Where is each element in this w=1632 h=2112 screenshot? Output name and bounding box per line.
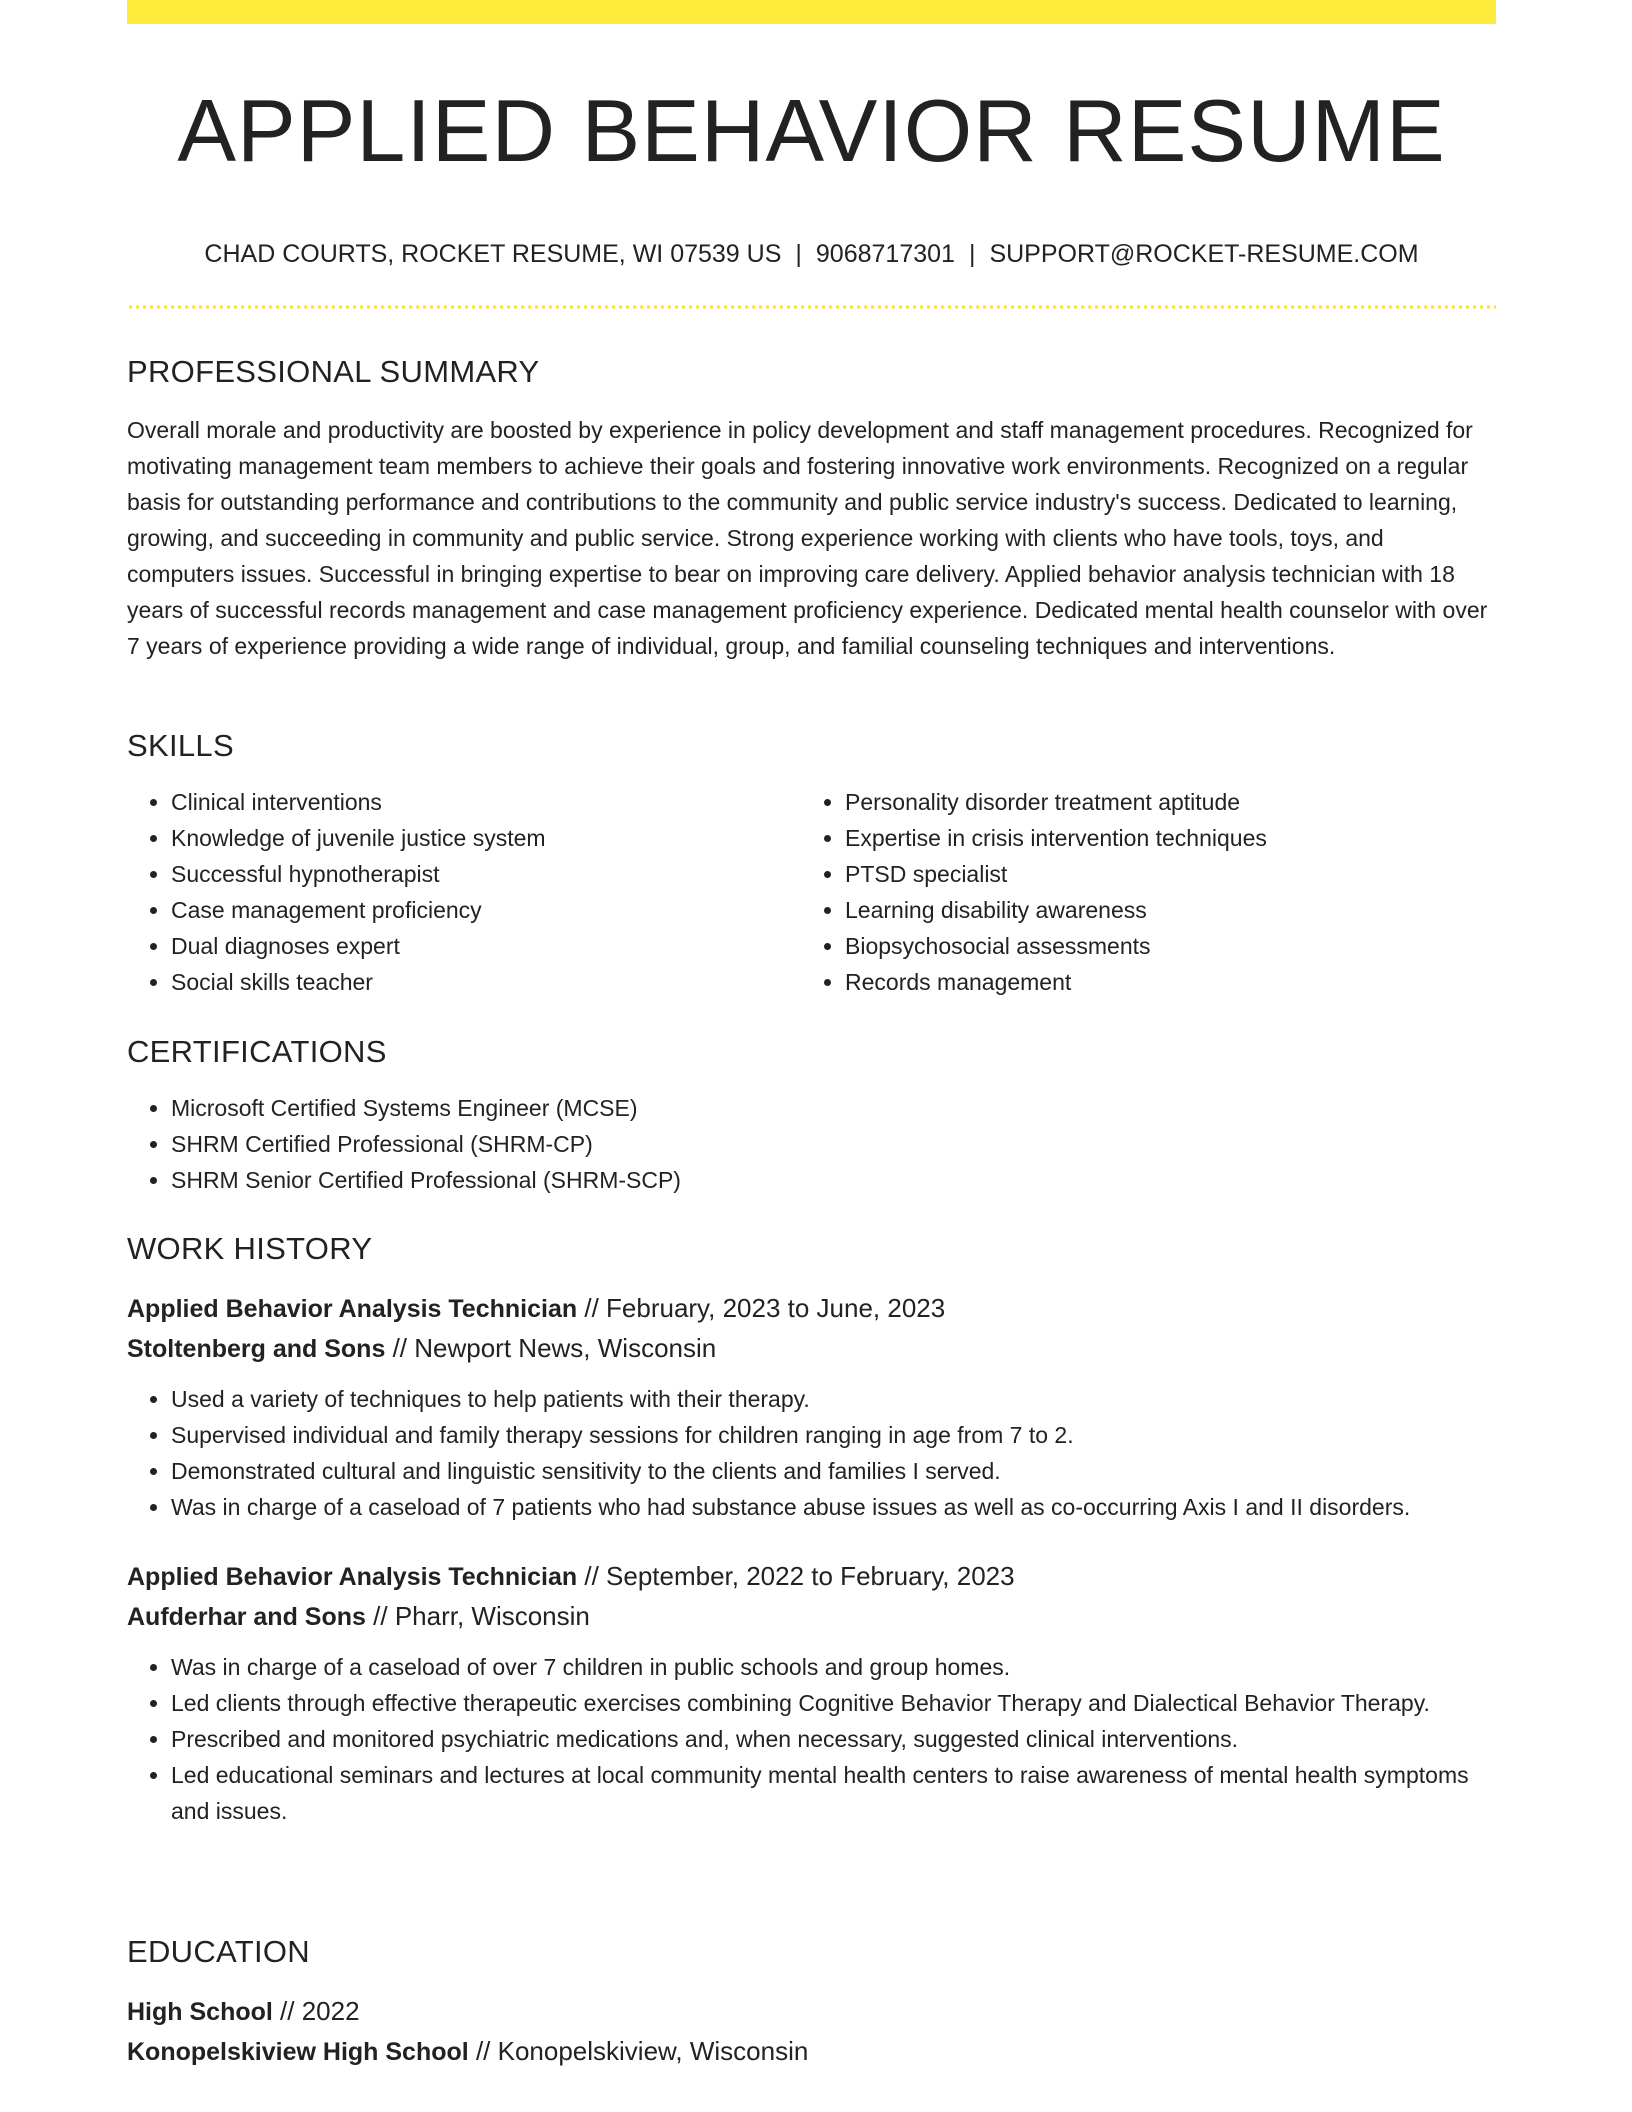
accent-top-bar bbox=[127, 0, 1496, 24]
job-title: Applied Behavior Analysis Technician bbox=[127, 1563, 578, 1591]
certification-item: • Microsoft Certified Systems Engineer (MCSE) bbox=[171, 1090, 1496, 1126]
resume-title: APPLIED BEHAVIOR RESUME bbox=[177, 81, 1446, 180]
job-company: Stoltenberg and Sons bbox=[127, 1335, 386, 1363]
summary-section bbox=[127, 352, 1496, 664]
skill-item: • Biopsychosocial assessments bbox=[845, 928, 1475, 964]
education-location: // Konopelskiview, Wisconsin bbox=[468, 2036, 809, 2066]
skill-item: • Social skills teacher bbox=[171, 964, 801, 1000]
skill-item: • PTSD specialist bbox=[845, 856, 1475, 892]
job-title-line bbox=[127, 1557, 1496, 1597]
education-degree: High School bbox=[127, 1998, 273, 2026]
job-bullet: • Was in charge of a caseload of over 7 children in public schools and group homes. bbox=[171, 1649, 1496, 1685]
skills-list-left bbox=[127, 784, 801, 1000]
job-location: // Newport News, Wisconsin bbox=[385, 1333, 717, 1363]
job-bullet: • Demonstrated cultural and linguistic sensitivity to the clients and families I served. bbox=[171, 1453, 1496, 1489]
education-school: Konopelskiview High School bbox=[127, 2038, 469, 2066]
education-entry bbox=[127, 1992, 1496, 2072]
work-history-heading: WORK HISTORY bbox=[127, 1231, 373, 1266]
certifications-section bbox=[127, 1032, 1496, 1198]
job-bullet: • Supervised individual and family therapy sessions for children ranging in age from 7 to 2. bbox=[171, 1417, 1496, 1453]
job-bullets bbox=[127, 1649, 1496, 1829]
education-section bbox=[127, 1932, 1496, 2072]
job-bullet: • Was in charge of a caseload of 7 patients who had substance abuse issues as well as co-occurring Axis I and II disorders. bbox=[171, 1489, 1496, 1525]
certifications-list bbox=[127, 1090, 1496, 1198]
job-company: Aufderhar and Sons bbox=[127, 1603, 366, 1631]
education-degree-line bbox=[127, 1992, 1496, 2032]
job-dates: // September, 2022 to February, 2023 bbox=[577, 1561, 1015, 1591]
skill-item: • Personality disorder treatment aptitude bbox=[845, 784, 1475, 820]
job-title-line bbox=[127, 1289, 1496, 1329]
job-bullet: • Led educational seminars and lectures at local community mental health centers to raise awareness of mental health symptoms and issues. bbox=[171, 1757, 1496, 1829]
certification-item: • SHRM Certified Professional (SHRM-CP) bbox=[171, 1126, 1496, 1162]
skill-item: • Learning disability awareness bbox=[845, 892, 1475, 928]
skill-item: • Successful hypnotherapist bbox=[171, 856, 801, 892]
skills-section bbox=[127, 726, 1496, 1000]
skill-item: • Knowledge of juvenile justice system bbox=[171, 820, 801, 856]
contact-email: SUPPORT@ROCKET-RESUME.COM bbox=[989, 240, 1419, 268]
certification-item: • SHRM Senior Certified Professional (SHRM-SCP) bbox=[171, 1162, 1496, 1198]
job-dates: // February, 2023 to June, 2023 bbox=[577, 1293, 946, 1323]
job-bullet: • Prescribed and monitored psychiatric medications and, when necessary, suggested clinical interventions. bbox=[171, 1721, 1496, 1757]
job-bullet: • Used a variety of techniques to help patients with their therapy. bbox=[171, 1381, 1496, 1417]
skill-item: • Case management proficiency bbox=[171, 892, 801, 928]
job-bullets bbox=[127, 1381, 1496, 1525]
contact-address: CHAD COURTS, ROCKET RESUME, WI 07539 US bbox=[204, 240, 782, 268]
dotted-divider bbox=[127, 305, 1496, 309]
skills-columns bbox=[127, 766, 1496, 1000]
contact-separator: | bbox=[795, 240, 802, 268]
contact-line bbox=[127, 234, 1496, 274]
job-entry bbox=[127, 1557, 1496, 1829]
job-bullet: • Led clients through effective therapeutic exercises combining Cognitive Behavior Therapy and Dialectical Behavior Therapy. bbox=[171, 1685, 1496, 1721]
education-school-line bbox=[127, 2032, 1496, 2072]
education-year: // 2022 bbox=[272, 1996, 360, 2026]
skill-item: • Clinical interventions bbox=[171, 784, 801, 820]
skills-column-left bbox=[127, 766, 801, 1000]
job-location: // Pharr, Wisconsin bbox=[365, 1601, 590, 1631]
summary-heading: PROFESSIONAL SUMMARY bbox=[127, 354, 540, 389]
job-company-line bbox=[127, 1597, 1496, 1637]
skills-list-right bbox=[801, 784, 1475, 1000]
work-history-section bbox=[127, 1229, 1496, 1829]
job-entry bbox=[127, 1289, 1496, 1525]
skills-column-right bbox=[801, 766, 1475, 1000]
skills-heading: SKILLS bbox=[127, 728, 234, 763]
skill-item: • Records management bbox=[845, 964, 1475, 1000]
job-company-line bbox=[127, 1329, 1496, 1369]
skill-item: • Expertise in crisis intervention techniques bbox=[845, 820, 1475, 856]
contact-separator: | bbox=[968, 240, 976, 268]
education-heading: EDUCATION bbox=[127, 1934, 310, 1969]
job-title: Applied Behavior Analysis Technician bbox=[127, 1295, 578, 1323]
certifications-heading: CERTIFICATIONS bbox=[127, 1034, 387, 1069]
skill-item: • Dual diagnoses expert bbox=[171, 928, 801, 964]
summary-text: Overall morale and productivity are boosted by experience in policy development and staff management procedures. Recognized for motivating management team members to achieve their goals and fostering innovative work environments. Recognized on a regular basis for outstanding performance and contributions to the community and public service industry's success. Dedicated to learning, growing, and succeeding in community and public service. Strong experience working with clients who have tools, toys, and computers issues. Successful in bringing expertise to bear on improving care delivery. Applied behavior analysis technician with 18 years of successful records management and case management proficiency experience. Dedicated mental health counselor with over 7 years of experience providing a wide range of individual, group, and familial counseling techniques and interventions. bbox=[127, 417, 1488, 659]
contact-phone: 9068717301 bbox=[815, 240, 955, 268]
